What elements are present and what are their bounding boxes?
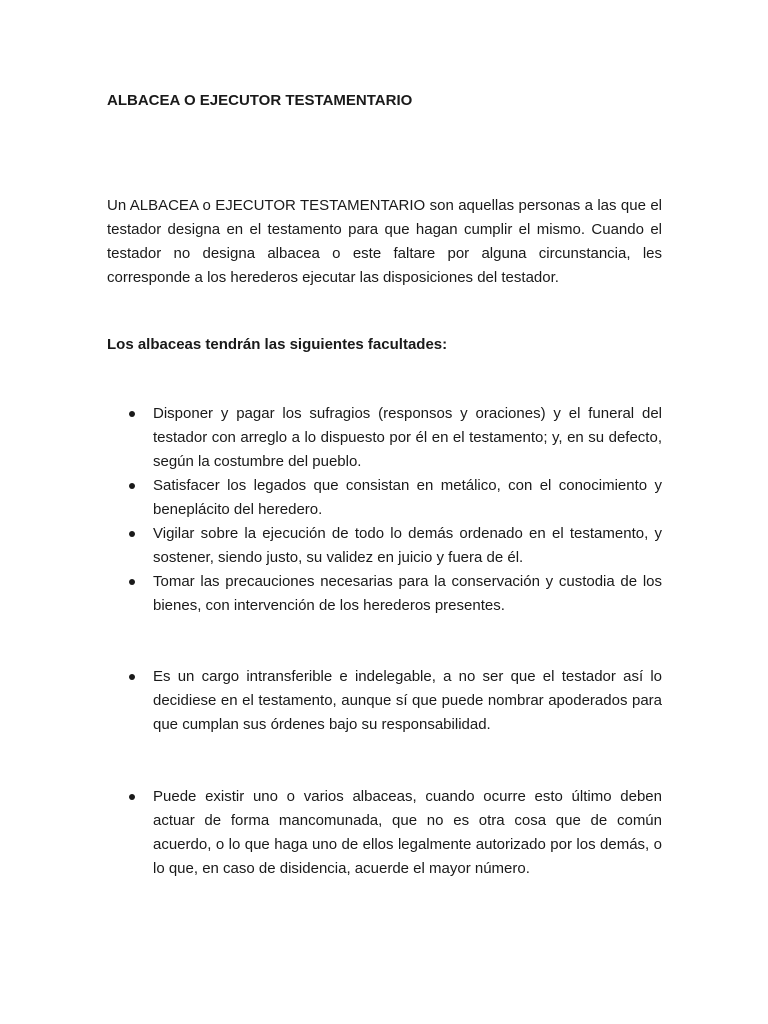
list-item: [107, 665, 662, 737]
bullet-icon: [129, 674, 135, 680]
list-item-text: Disponer y pagar los sufragios (responsos y oraciones) y el funeral del testador con arreglo a lo dispuesto por él en el testamento; y, en su defecto, según la costumbre del pueblo.: [153, 405, 662, 470]
list-item-text: Satisfacer los legados que consistan en metálico, con el conocimiento y beneplácito del heredero.: [153, 477, 662, 518]
list-item-text: Tomar las precauciones necesarias para la conservación y custodia de los bienes, con intervención de los herederos presentes.: [153, 573, 662, 614]
list-item: [107, 522, 662, 570]
bullet-icon: [129, 411, 135, 417]
bullet-icon: [129, 531, 135, 537]
facultades-heading: Los albaceas tendrán las siguientes facultades:: [107, 336, 448, 353]
list-item-text: Vigilar sobre la ejecución de todo lo demás ordenado en el testamento, y sostener, siendo justo, su validez en juicio y fuera de él.: [153, 525, 662, 566]
list-item: [107, 474, 662, 522]
list-item-text: Puede existir uno o varios albaceas, cuando ocurre esto último deben actuar de forma mancomunada, que no es otra cosa que de común acuerdo, o lo que haga uno de ellos legalmente autorizado por los demás, o lo que, en caso de disidencia, acuerde el mayor número.: [153, 788, 662, 877]
bullet-icon: [129, 483, 135, 489]
list-item: [107, 785, 662, 881]
intro-paragraph: Un ALBACEA o EJECUTOR TESTAMENTARIO son aquellas personas a las que el testador designa en el testamento para que hagan cumplir el mismo. Cuando el testador no designa albacea o este faltare por alguna circunstancia, les corresponde a los herederos ejecutar las disposiciones del testador.: [107, 197, 662, 286]
list-item: [107, 402, 662, 474]
cargo-list: [107, 665, 662, 737]
list-item: [107, 570, 662, 618]
facultades-list: [107, 402, 662, 618]
bullet-icon: [129, 579, 135, 585]
list-item-text: Es un cargo intransferible e indelegable, a no ser que el testador así lo decidiese en el testamento, aunque sí que puede nombrar apoderados para que cumplan sus órdenes bajo su responsabilidad.: [153, 668, 662, 733]
varios-list: [107, 785, 662, 881]
document-title: ALBACEA O EJECUTOR TESTAMENTARIO: [107, 92, 413, 109]
bullet-icon: [129, 794, 135, 800]
